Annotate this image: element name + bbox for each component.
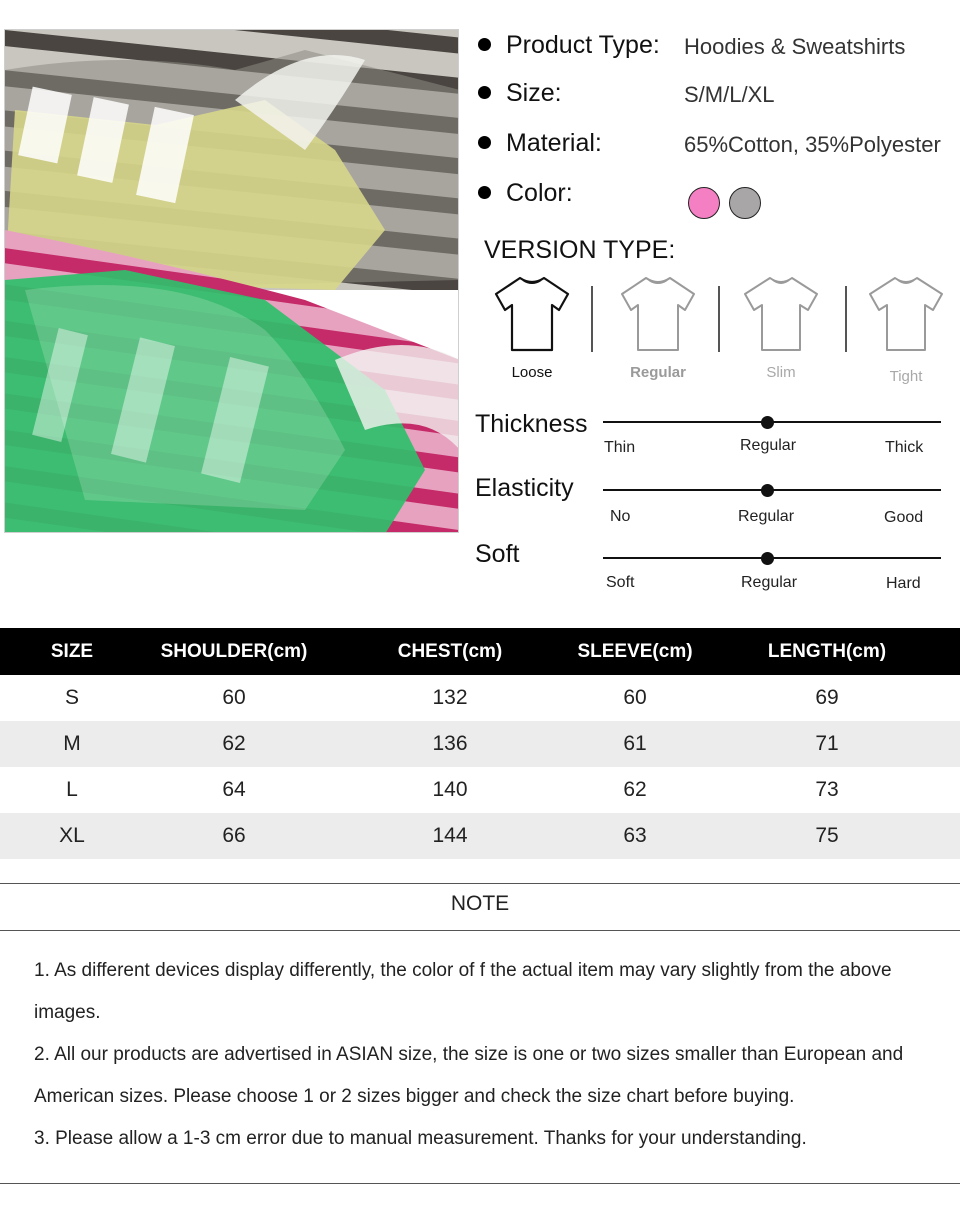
- spec-size: [478, 79, 960, 113]
- note-item: 3. Please allow a 1-3 cm error due to manual measurement. Thanks for your understanding.: [34, 1128, 807, 1149]
- cell-chest: 140: [432, 778, 468, 801]
- divider: [591, 286, 593, 352]
- note-body: [34, 950, 934, 1160]
- spec-value: Hoodies & Sweatshirts: [684, 34, 906, 59]
- scale-tick: Regular: [740, 437, 797, 454]
- spec-label: Material:: [506, 129, 602, 157]
- bullet-icon: [478, 136, 491, 149]
- fit-label: Regular: [630, 364, 686, 381]
- header-size: SIZE: [0, 628, 144, 675]
- scale-tick: Hard: [886, 575, 921, 592]
- scale-soft-title: Soft: [475, 540, 520, 568]
- fit-option-loose: [490, 274, 574, 381]
- fit-option-regular: [616, 274, 700, 381]
- tshirt-icon: [618, 274, 698, 354]
- scale-tick: Thick: [885, 439, 924, 456]
- divider: [845, 286, 847, 352]
- folded-sweatshirts-image: [5, 30, 459, 533]
- fit-option-tight: [864, 274, 948, 385]
- spec-color: [478, 179, 960, 221]
- scale-tick: Regular: [738, 508, 795, 525]
- table-row: [0, 675, 960, 721]
- note-bottom-rule: [0, 1183, 960, 1184]
- cell-size: XL: [0, 813, 144, 859]
- scale-thickness-marker: [761, 416, 774, 429]
- bullet-icon: [478, 86, 491, 99]
- spec-product-type: [478, 31, 960, 65]
- cell-sleeve: 62: [623, 778, 647, 801]
- version-type-title: VERSION TYPE:: [484, 236, 676, 264]
- table-header-row: [0, 628, 960, 675]
- bullet-icon: [478, 186, 491, 199]
- note-item: 1. As different devices display differently, the color of f the actual item may vary slightly from the above images.: [34, 960, 892, 1023]
- product-photo: [4, 29, 459, 533]
- color-swatch-grey[interactable]: [729, 187, 761, 219]
- cell-size: L: [66, 778, 78, 801]
- scale-soft-marker: [761, 552, 774, 565]
- cell-length: 71: [694, 721, 960, 767]
- tshirt-icon: [492, 274, 572, 354]
- table-row: [0, 721, 960, 767]
- cell-chest: 136: [324, 721, 576, 767]
- note-item: 2. All our products are advertised in ASIAN size, the size is one or two sizes smaller than European and American sizes. Please choose 1 or 2 sizes bigger and check the size chart before buying.: [34, 1044, 904, 1107]
- spec-value: S/M/L/XL: [684, 82, 775, 107]
- cell-sleeve: 61: [576, 721, 694, 767]
- note-title: NOTE: [450, 892, 510, 915]
- spec-value: 65%Cotton, 35%Polyester: [684, 132, 941, 157]
- header-shoulder: SHOULDER(cm): [144, 628, 324, 675]
- tshirt-icon: [866, 274, 946, 354]
- divider: [718, 286, 720, 352]
- cell-length: 75: [694, 813, 960, 859]
- spec-material: [478, 129, 960, 163]
- header-sleeve: SLEEVE(cm): [576, 628, 694, 675]
- cell-shoulder: 66: [144, 813, 324, 859]
- cell-length: 69: [815, 686, 839, 709]
- cell-size: S: [64, 686, 79, 709]
- tshirt-icon: [741, 274, 821, 354]
- cell-shoulder: 60: [222, 686, 246, 709]
- note-top-rule: [0, 883, 960, 884]
- note-mid-rule: [0, 930, 960, 931]
- spec-label: Color:: [506, 179, 573, 207]
- cell-shoulder: 64: [222, 778, 246, 801]
- table-row: [0, 767, 960, 813]
- scale-tick: Regular: [741, 574, 798, 591]
- scale-tick: No: [610, 508, 631, 525]
- cell-chest: 144: [324, 813, 576, 859]
- spec-label: Product Type:: [506, 31, 660, 59]
- cell-sleeve: 63: [576, 813, 694, 859]
- cell-sleeve: 60: [623, 686, 647, 709]
- cell-size: M: [0, 721, 144, 767]
- cell-chest: 132: [432, 686, 468, 709]
- scale-tick: Good: [884, 509, 924, 526]
- color-swatch-pink[interactable]: [688, 187, 720, 219]
- scale-elasticity-title: Elasticity: [475, 474, 574, 502]
- fit-label: Slim: [766, 364, 796, 381]
- table-row: [0, 813, 960, 859]
- fit-label: Loose: [511, 364, 553, 381]
- scale-elasticity-marker: [761, 484, 774, 497]
- fit-label: Tight: [889, 368, 923, 385]
- header-length: LENGTH(cm): [694, 628, 960, 675]
- scale-thickness-title: Thickness: [475, 410, 588, 438]
- header-chest: CHEST(cm): [324, 628, 576, 675]
- scale-tick: Thin: [604, 439, 636, 456]
- cell-length: 73: [815, 778, 839, 801]
- fit-option-slim: [739, 274, 823, 381]
- size-chart-table: [0, 628, 960, 859]
- bullet-icon: [478, 38, 491, 51]
- cell-shoulder: 62: [144, 721, 324, 767]
- scale-tick: Soft: [606, 574, 635, 591]
- spec-label: Size:: [506, 79, 562, 107]
